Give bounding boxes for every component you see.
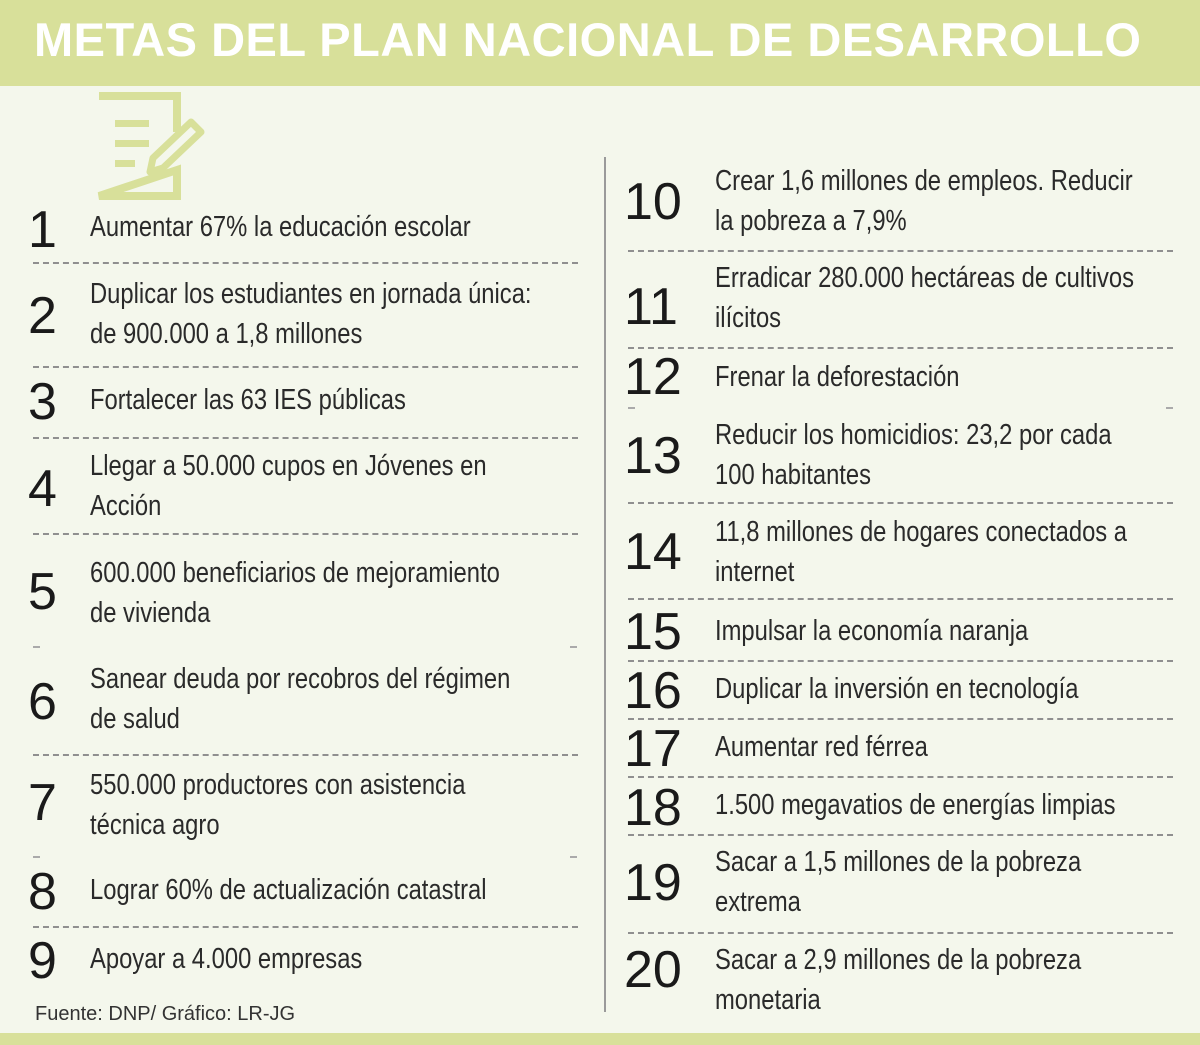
goal-text-2 — [90, 274, 532, 354]
goal-text-line: 600.000 beneficiarios de mejoramiento — [90, 557, 500, 589]
dashed-separator — [628, 250, 1173, 252]
goal-number-18: 18 — [624, 779, 682, 837]
goal-text-line: técnica agro — [90, 809, 220, 841]
column-divider — [604, 157, 606, 1012]
dashed-separator — [33, 262, 578, 264]
goal-text-line: 1.500 megavatios de energías limpias — [715, 789, 1116, 821]
goal-number-4: 4 — [28, 460, 57, 518]
goal-number-16: 16 — [624, 662, 682, 720]
goal-text-11 — [715, 258, 1134, 338]
goal-text-line: Fortalecer las 63 IES públicas — [90, 384, 406, 416]
goal-number-20: 20 — [624, 941, 682, 999]
goal-text-line: Crear 1,6 millones de empleos. Reducir — [715, 165, 1133, 197]
dashed-separator — [33, 926, 578, 928]
separator-tick — [1166, 407, 1173, 409]
goal-text-8 — [90, 870, 487, 910]
goal-number-14: 14 — [624, 523, 682, 581]
goal-text-line: Impulsar la economía naranja — [715, 615, 1029, 647]
goal-text-20 — [715, 940, 1081, 1020]
goal-text-line: Apoyar a 4.000 empresas — [90, 943, 363, 975]
goal-text-19 — [715, 842, 1081, 922]
separator-tick — [628, 407, 635, 409]
goal-number-1: 1 — [28, 201, 57, 259]
goal-text-line: Sacar a 1,5 millones de la pobreza — [715, 846, 1082, 878]
goal-text-line: de salud — [90, 703, 180, 735]
goal-text-line: de vivienda — [90, 597, 211, 629]
goal-text-line: Llegar a 50.000 cupos en Jóvenes en — [90, 450, 487, 482]
goal-text-line: 550.000 productores con asistencia — [90, 769, 466, 801]
goal-text-line: de 900.000 a 1,8 millones — [90, 318, 363, 350]
goal-text-line: Duplicar los estudiantes en jornada única: — [90, 278, 532, 310]
goal-number-19: 19 — [624, 854, 682, 912]
goal-text-line: Sanear deuda por recobros del régimen — [90, 663, 511, 695]
goal-number-2: 2 — [28, 287, 57, 345]
separator-tick — [33, 646, 40, 648]
footer-bar — [0, 1033, 1200, 1045]
goal-text-1 — [90, 207, 471, 247]
header-bar — [0, 0, 1200, 86]
goal-text-7 — [90, 765, 465, 845]
dashed-separator — [628, 660, 1173, 662]
goal-text-15 — [715, 611, 1028, 651]
goal-text-3 — [90, 380, 406, 420]
goal-text-line: monetaria — [715, 984, 821, 1016]
dashed-separator — [628, 834, 1173, 836]
dashed-separator — [628, 502, 1173, 504]
dashed-separator — [33, 754, 578, 756]
goal-text-line: ilícitos — [715, 302, 782, 334]
page-title: METAS DEL PLAN NACIONAL DE DESARROLLO — [34, 13, 1142, 66]
dashed-separator — [628, 347, 1173, 349]
goal-text-5 — [90, 553, 500, 633]
goal-number-5: 5 — [28, 563, 57, 621]
goal-number-6: 6 — [28, 673, 57, 731]
goal-text-18 — [715, 785, 1116, 825]
goal-text-line: Lograr 60% de actualización catastral — [90, 874, 487, 906]
goal-text-line: Acción — [90, 490, 162, 522]
goal-text-line: Duplicar la inversión en tecnología — [715, 673, 1079, 705]
goal-text-line: extrema — [715, 886, 801, 918]
goal-text-line: Sacar a 2,9 millones de la pobreza — [715, 944, 1082, 976]
dashed-separator — [33, 437, 578, 439]
goal-text-line: la pobreza a 7,9% — [715, 205, 907, 237]
dashed-separator — [628, 776, 1173, 778]
goal-text-6 — [90, 659, 510, 739]
goal-number-3: 3 — [28, 373, 57, 431]
goal-text-16 — [715, 669, 1079, 709]
goal-number-10: 10 — [624, 173, 682, 231]
goal-text-line: Aumentar 67% la educación escolar — [90, 211, 471, 243]
dashed-separator — [628, 718, 1173, 720]
goal-text-line: Reducir los homicidios: 23,2 por cada — [715, 419, 1112, 451]
goal-text-12 — [715, 357, 960, 397]
goal-number-9: 9 — [28, 932, 57, 990]
dashed-separator — [628, 932, 1173, 934]
goal-text-line: Aumentar red férrea — [715, 731, 928, 763]
goal-text-line: 11,8 millones de hogares conectados a — [715, 516, 1128, 548]
goal-text-line: internet — [715, 556, 795, 588]
goal-number-7: 7 — [28, 774, 57, 832]
goal-text-14 — [715, 512, 1127, 592]
goal-number-8: 8 — [28, 863, 57, 921]
goal-text-line: Frenar la deforestación — [715, 361, 960, 393]
goal-number-17: 17 — [624, 720, 682, 778]
goal-number-11: 11 — [624, 278, 678, 336]
separator-tick — [570, 856, 577, 858]
goal-text-13 — [715, 415, 1112, 495]
separator-tick — [33, 856, 40, 858]
goal-text-line: Erradicar 280.000 hectáreas de cultivos — [715, 262, 1135, 294]
goal-number-12: 12 — [624, 348, 682, 406]
separator-tick — [570, 646, 577, 648]
source-credit: Fuente: DNP/ Gráfico: LR-JG — [35, 1003, 296, 1025]
document-edit-icon — [95, 92, 205, 202]
goal-number-15: 15 — [624, 603, 682, 661]
goal-text-9 — [90, 939, 362, 979]
goal-text-10 — [715, 161, 1133, 241]
dashed-separator — [33, 366, 578, 368]
goal-text-17 — [715, 727, 928, 767]
goal-number-13: 13 — [624, 427, 682, 485]
goal-text-line: 100 habitantes — [715, 459, 872, 491]
dashed-separator — [33, 533, 578, 535]
goal-text-4 — [90, 446, 487, 526]
dashed-separator — [628, 598, 1173, 600]
